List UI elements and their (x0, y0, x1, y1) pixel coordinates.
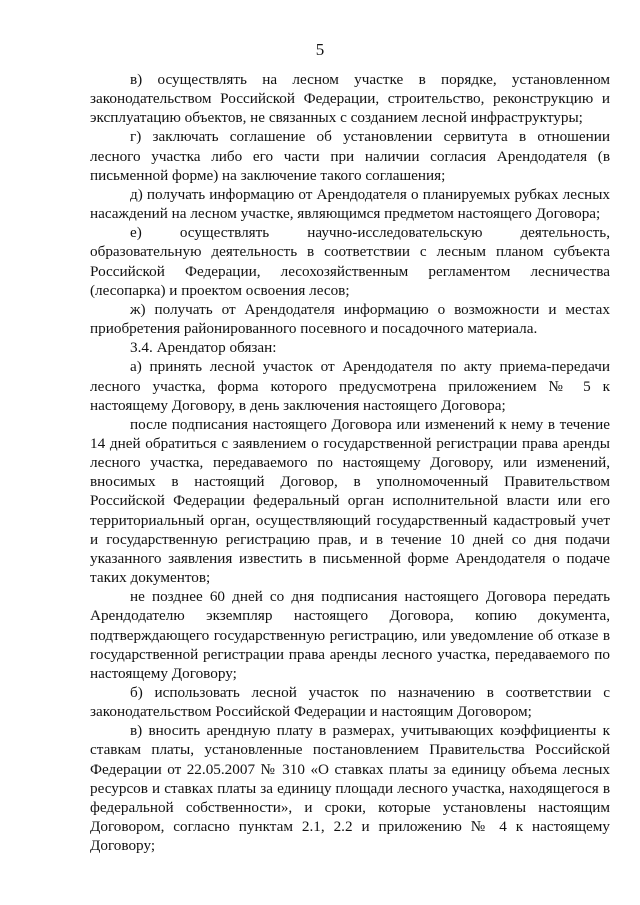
paragraph-3-3-e: е) осуществлять научно-исследовательскую деятельность, образовательную деятельность в соответствии с лесным планом субъекта Российской Федерации, лесохозяйственным регламентом лесничества (лесопарка) и проектом освоения лесов; (90, 224, 610, 299)
paragraph-3-3-v: в) осуществлять на лесном участке в порядке, установленном законодательством Российской Федерации, строительство, реконструкцию и эксплуатацию объектов, не связанных с созданием лесной инфраструктуры; (90, 71, 610, 127)
paragraph-3-3-d: д) получать информацию от Арендодателя о планируемых рубках лесных насаждений на лесном участке, являющимся предметом настоящего Договора; (90, 185, 610, 223)
document-body (90, 70, 610, 855)
paragraph-3-3-g: г) заключать соглашение об установлении сервитута в отношении лесного участка либо его части при наличии согласия Арендодателя (в письменной форме) на заключение такого соглашения; (90, 128, 610, 184)
paragraph-3-4-a: а) принять лесной участок от Арендодателя по акту приема-передачи лесного участка, форма которого предусмотрена приложением № 5 к настоящему Договору, в день заключения настоящего Договора; (90, 358, 610, 414)
paragraph-3-3-zh: ж) получать от Арендодателя информацию о возможности и местах приобретения районированного посевного и посадочного материала. (90, 300, 610, 338)
paragraph-registration: после подписания настоящего Договора или изменений к нему в течение 14 дней обратиться с заявлением о государственной регистрации права аренды лесного участка, передаваемого по настоящему Договору, или изменений, вносимых в настоящий Договор, в уполномоченный Правительством Российской Федерации федеральный орган исполнительной власти или его территориальный орган, осуществляющий государственный кадастровый учет и государственную регистрацию прав, и в течение 10 дней со дня подачи указанного заявления известить в письменной форме Арендодателя о подаче таких документов; (90, 415, 610, 587)
paragraph-3-4-v: в) вносить арендную плату в размерах, учитывающих коэффициенты к ставкам платы, установленные постановлением Правительства Российской Федерации от 22.05.2007 № 310 «О ставках платы за единицу объема лесных ресурсов и ставках платы за единицу площади лесного участка, находящегося в федеральной собственности», и сроки, которые установлены настоящим Договором, согласно пунктам 2.1, 2.2 и приложению № 4 к настоящему Договору; (90, 722, 610, 855)
page-number: 5 (315, 40, 325, 59)
paragraph-transfer-copy: не позднее 60 дней со дня подписания настоящего Договора передать Арендодателю экземпляр настоящего Договора, копию документа, подтверждающего государственную регистрацию, или уведомление об отказе в государственной регистрации права аренды лесного участка, передаваемого по настоящему Договору; (90, 588, 610, 682)
section-heading-3-4: 3.4. Арендатор обязан: (130, 339, 277, 357)
paragraph-3-4-b: б) использовать лесной участок по назначению в соответствии с законодательством Российской Федерации и настоящим Договором; (90, 684, 610, 721)
